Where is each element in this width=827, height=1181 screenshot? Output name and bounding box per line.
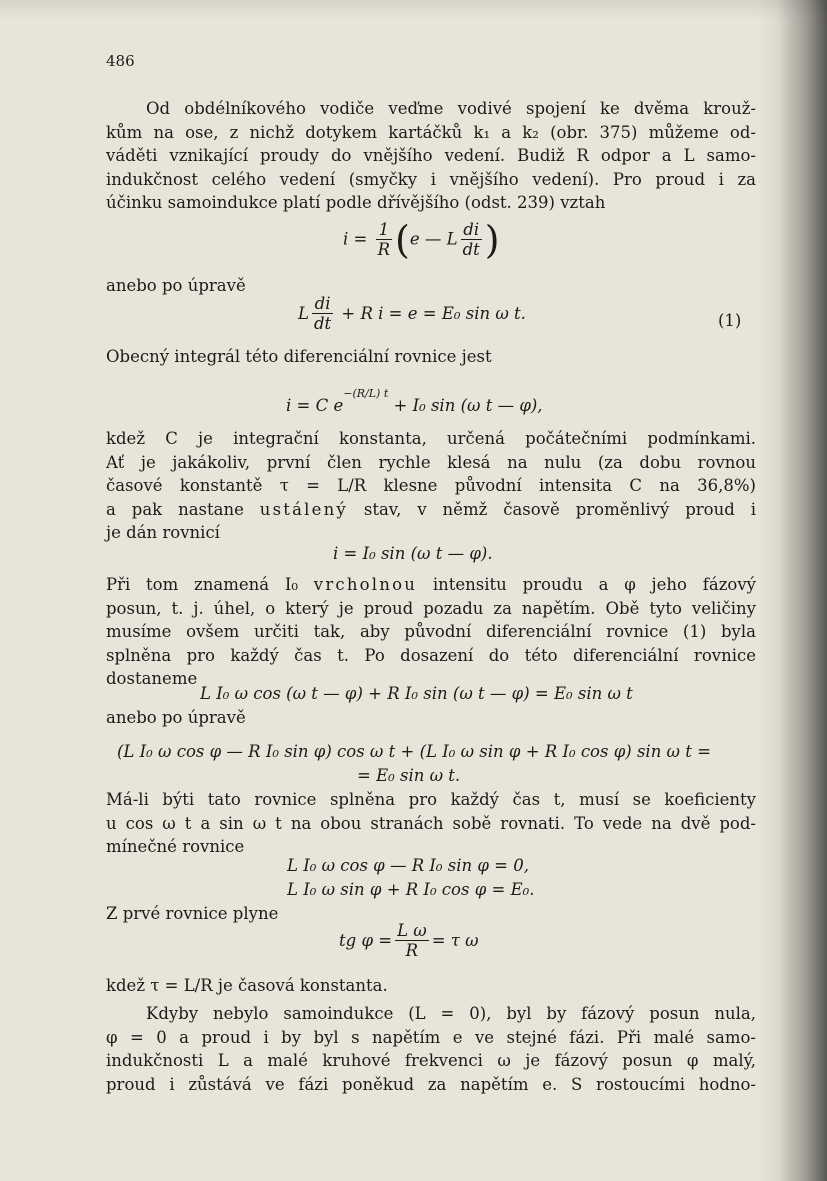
text-line: φ = 0 a proud i by byl s napětím e ve stejné fázi. Při malé samo- — [106, 1027, 756, 1047]
fraction: $\frac{\text{L ω}}{R}$ — [397, 921, 427, 960]
equation-number: (1) — [718, 311, 742, 330]
text-line: Kdyby nebylo samoindukce (L = 0), byl by fázový posun nula, — [146, 1004, 756, 1023]
text-line: anebo po úpravě — [106, 276, 246, 295]
equation-condition-2: L I₀ ω sin φ + R I₀ cos φ = E₀. — [287, 880, 535, 899]
text-line: a pak nastane ustálený stav, v němž časově proměnlivý proud i — [106, 499, 756, 519]
equation-general-integral: i = C $e^{-(R/L) t} + I_0$ sin (ω t — φ), — [286, 387, 543, 415]
text-line: účinku samoindukce platí podle dřívějšího (odst. 239) vztah — [106, 193, 606, 212]
text-line: dostaneme — [106, 669, 198, 688]
text-line: kdež C je integrační konstanta, určená počátečními podmínkami. — [106, 429, 756, 448]
book-gutter-shadow — [757, 0, 827, 1181]
paragraph-coefficients — [106, 788, 756, 859]
equation-steady-state: i = I₀ sin (ω t — φ). — [333, 544, 493, 563]
paragraph-constant — [106, 427, 756, 545]
text-line: Z prvé rovnice plyne — [106, 904, 279, 923]
paragraph-phase-discussion — [106, 1002, 756, 1096]
page-number: 486 — [106, 52, 135, 70]
text-line: proud i zůstává ve fázi poněkud za napětím e. S rostoucími hodno- — [106, 1074, 756, 1094]
fraction: $\frac{1}{R}$ — [377, 219, 391, 259]
text-line: Ať je jakákoliv, první člen rychle klesá na nulu (za dobu rovnou — [106, 452, 756, 472]
text-line: váděti vznikající proudy do vnějšího vedení. Budiž R odpor a L samo- — [106, 146, 756, 165]
equation-current: i = $\frac{1}{R}$ (e — L $\frac{di}{dt}$ ) — [343, 218, 500, 262]
text-line: anebo po úpravě — [106, 708, 246, 727]
text-line: je dán rovnicí — [106, 523, 220, 542]
equation-expanded-line2: = E₀ sin ω t. — [357, 766, 461, 785]
text-line: časové konstantě τ = L/R klesne původní intensita C na 36,8%) — [106, 476, 756, 495]
text-line: splněna pro každý čas t. Po dosazení do této diferenciální rovnice — [106, 645, 756, 665]
emphasized-word: ustálený — [259, 499, 348, 519]
text-line: u cos ω t a sin ω t na obou stranách sobě rovnati. To vede na dvě pod- — [106, 813, 756, 833]
text-line: indukčnosti L a malé kruhové frekvenci ω je fázový posun φ malý, — [106, 1051, 756, 1070]
text-line: Obecný integrál této diferenciální rovnice jest — [106, 347, 492, 366]
fraction: $\frac{di}{dt}$ — [462, 219, 480, 259]
text-line: musíme ovšem určiti tak, aby původní diferenciální rovnice (1) byla — [106, 622, 756, 641]
text-line: posun, t. j. úhel, o který je proud pozadu za napětím. Obě tyto veličiny — [106, 598, 756, 618]
equation-condition-1: L I₀ ω cos φ — R I₀ sin φ = 0, — [287, 856, 529, 875]
text-line: Má-li býti tato rovnice splněna pro každý čas t, musí se koeficienty — [106, 790, 756, 809]
equation-tangent: tg φ = $\frac{\text{L ω}}{R}$ = τ ω — [339, 921, 479, 960]
paragraph-amplitude-phase — [106, 573, 756, 691]
text-line: mínečné rovnice — [106, 837, 245, 856]
equation-1: L $\frac{di}{dt}$ + R i = e = E₀ sin ω t. — [298, 294, 526, 333]
equation-substituted: L I₀ ω cos (ω t — φ) + R I₀ sin (ω t — φ) = E₀ sin ω t — [200, 684, 633, 703]
text-line: indukčnost celého vedení (smyčky i vnějšího vedení). Pro proud i za — [106, 169, 756, 189]
emphasized-word: vrcholnou — [313, 575, 418, 594]
paragraph-intro — [106, 97, 756, 215]
equation-expanded-line1: (L I₀ ω cos φ — R I₀ sin φ) cos ω t + (L I₀ ω sin φ + R I₀ cos φ) sin ω t = — [117, 742, 711, 761]
text-line: kům na ose, z nichž dotykem kartáčků k₁ a k₂ (obr. 375) můžeme od- — [106, 122, 756, 142]
fraction: $\frac{di}{dt}$ — [313, 294, 332, 333]
text-line: Při tom znamená I₀ vrcholnou intensitu proudu a φ jeho fázový — [106, 575, 756, 594]
text-line: kdež τ = L/R je časová konstanta. — [106, 976, 388, 995]
text-line: Od obdélníkového vodiče veďme vodivé spojení ke dvěma krouž- — [146, 99, 756, 118]
page-top-shade — [0, 0, 827, 20]
